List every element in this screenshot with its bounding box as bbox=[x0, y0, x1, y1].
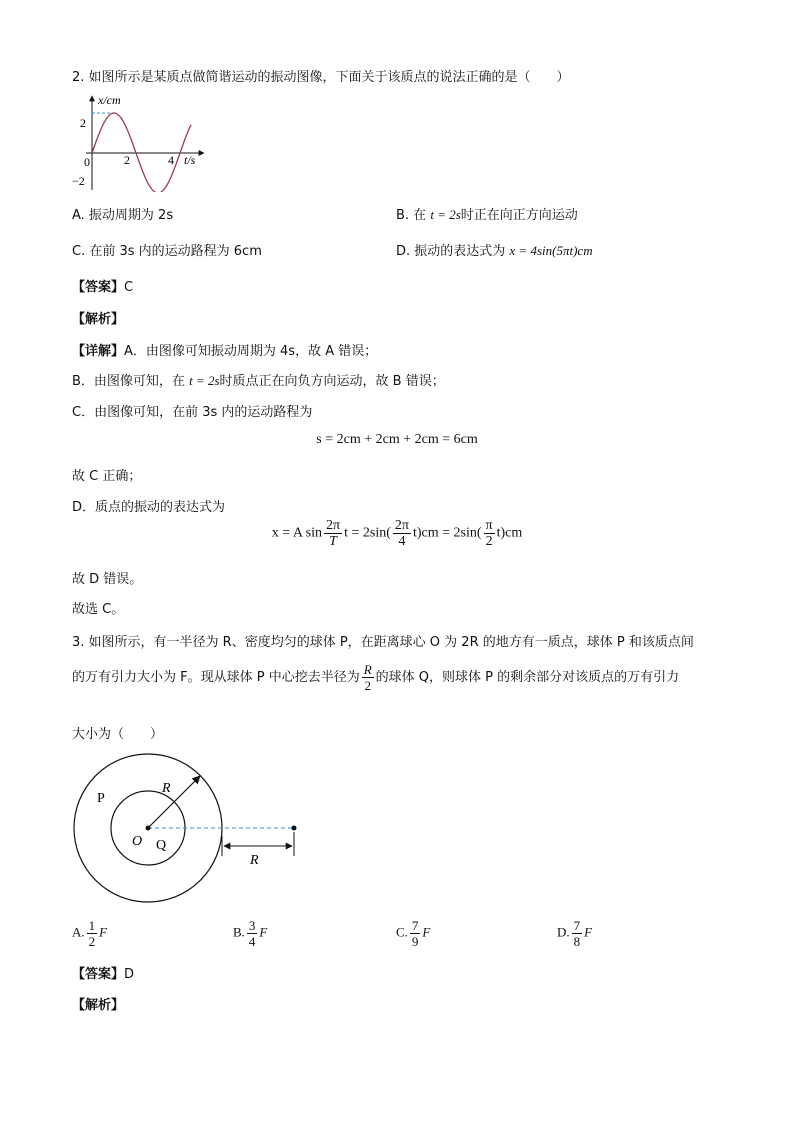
q2-graph-y-label: x/cm bbox=[98, 93, 121, 107]
q2-detail-c: C．由图像可知，在前 3s 内的运动路程为 bbox=[72, 405, 313, 420]
q2-equation-s: s = 2cm + 2cm + 2cm = 6cm bbox=[316, 432, 478, 447]
q3-stem-line2: 的万有引力大小为 F。现从球体 P 中心挖去半径为 $\frac{R}{2}$ 的球体 Q，则球体 P 的剩余部分对该质点的万有引力 bbox=[72, 662, 680, 693]
q2-detail-c2: 故 C 正确； bbox=[72, 469, 142, 484]
q3-radius-arrow bbox=[148, 776, 200, 828]
q2-option-b: B. 在 t = 2s时正在向正方向运动 bbox=[396, 207, 578, 223]
q2-option-c: C. 在前 3s 内的运动路程为 6cm bbox=[72, 244, 262, 259]
q2-graph-y-tick-pos: 2 bbox=[80, 116, 86, 130]
q2-detail-d: D．质点的振动的表达式为 bbox=[72, 500, 226, 515]
q3-label-r2: R bbox=[250, 853, 259, 868]
q2-option-d: D. 振动的表达式为 x = 4sin(5πt)cm bbox=[396, 243, 593, 259]
q2-conclusion: 故选 C。 bbox=[72, 602, 125, 617]
q2-stem: 2. 如图所示是某质点做简谐运动的振动图像，下面关于该质点的说法正确的是（ ） bbox=[72, 70, 570, 85]
q3-label-r: R bbox=[162, 781, 171, 796]
q3-center-point bbox=[146, 826, 151, 831]
q3-stem-line3: 大小为（ ） bbox=[72, 727, 164, 742]
q2-option-a: A. 振动周期为 2s bbox=[72, 208, 174, 223]
q2-graph-y-tick-neg: −2 bbox=[72, 174, 85, 188]
q2-equation-x: x = A sin $\frac{2\pi}{T}$ t = 2sin( $\frac{2\pi}{4}$ t)cm = 2sin( $\frac{\pi}{2}$ t)cm bbox=[271, 518, 523, 549]
q3-answer: 【答案】D bbox=[72, 967, 135, 982]
q3-label-q: Q bbox=[156, 838, 167, 853]
q3-label-p: P bbox=[97, 791, 105, 806]
q3-option-c: C. $\frac{7}{9}$ F bbox=[396, 918, 431, 949]
q2-graph-x-tick-2: 2 bbox=[124, 153, 130, 167]
q2-answer: 【答案】C bbox=[72, 280, 134, 295]
q3-stem-line1: 3. 如图所示，有一半径为 R、密度均匀的球体 P，在距离球心 O 为 2R 的地方有一质点，球体 P 和该质点间 bbox=[72, 635, 694, 650]
q2-graph-x-label: t/s bbox=[184, 153, 196, 167]
q3-mass-point bbox=[292, 826, 297, 831]
q2-analysis-label: 【解析】 bbox=[72, 312, 125, 327]
q2-detail-b: B．由图像可知，在 t = 2s时质点正在向负方向运动，故 B 错误； bbox=[72, 373, 445, 389]
q2-graph-x-tick-4: 4 bbox=[168, 153, 174, 167]
q2-detail-d2: 故 D 错误。 bbox=[72, 572, 143, 587]
q3-label-o: O bbox=[132, 834, 143, 849]
q2-vibration-graph bbox=[72, 92, 212, 192]
q2-detail-a: 【详解】A．由图像可知振动周期为 4s，故 A 错误； bbox=[72, 344, 378, 359]
q3-option-d: D. $\frac{7}{8}$ F bbox=[557, 918, 593, 949]
q3-option-a: A. $\frac{1}{2}$ F bbox=[72, 918, 108, 949]
q2-graph-origin: 0 bbox=[84, 155, 90, 169]
q3-analysis-label: 【解析】 bbox=[72, 998, 125, 1013]
q3-sphere-figure bbox=[70, 752, 310, 912]
q3-option-b: B. $\frac{3}{4}$ F bbox=[233, 918, 268, 949]
